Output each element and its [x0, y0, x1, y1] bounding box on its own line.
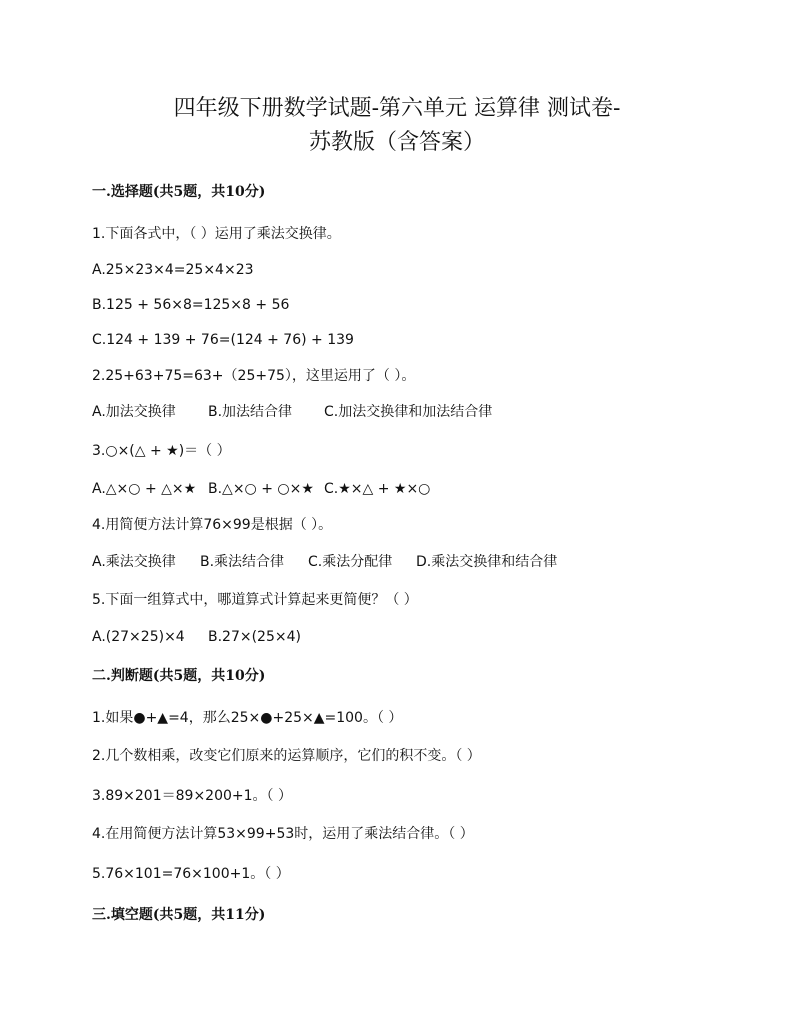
choice-q2-options: [92, 402, 492, 422]
judgement-q3: 3.89×201＝89×200+1。（ ）: [92, 788, 292, 804]
choice-q2-option-b: B.加法结合律: [208, 404, 293, 420]
choice-q2-option-a: A.加法交换律: [92, 404, 176, 420]
choice-q3-options: [92, 479, 430, 499]
choice-q3-option-a: A.△×○ + △×★: [92, 481, 197, 497]
choice-q5-stem: 5.下面一组算式中，哪道算式计算起来更简便？（ ）: [92, 592, 418, 608]
judgement-q1: 1.如果●+▲=4，那么25×●+25×▲=100。（ ）: [92, 710, 403, 726]
choice-q2-stem: 2.25+63+75=63+（25+75），这里运用了（ ）。: [92, 368, 416, 384]
choice-q4-option-d: D.乘法交换律和结合律: [416, 554, 558, 570]
choice-q1-option-c: C.124 + 139 + 76=(124 + 76) + 139: [92, 332, 354, 348]
choice-q4-option-c: C.乘法分配律: [308, 554, 393, 570]
choice-q3-option-b: B.△×○ + ○×★: [208, 481, 314, 497]
judgement-q4: 4.在用简便方法计算53×99+53时，运用了乘法结合律。（ ）: [92, 826, 474, 842]
choice-q4-option-b: B.乘法结合律: [200, 554, 285, 570]
choice-q5-options: [92, 627, 301, 647]
choice-q2-option-c: C.加法交换律和加法结合律: [324, 404, 493, 420]
document-title-line-2: 苏教版（含答案）: [308, 130, 485, 155]
section-heading-fill-in: 三.填空题(共5题，共11分): [92, 907, 266, 923]
choice-q5-option-b: B.27×(25×4): [208, 629, 301, 645]
choice-q3-option-c: C.★×△ + ★×○: [324, 481, 431, 497]
section-heading-judgement: 二.判断题(共5题，共10分): [92, 668, 266, 684]
choice-q5-option-a: A.(27×25)×4: [92, 629, 185, 645]
choice-q3-stem: 3.○×(△ + ★)＝（ ）: [92, 443, 231, 459]
choice-q4-stem: 4.用简便方法计算76×99是根据（ ）。: [92, 517, 333, 533]
section-heading-choice: 一.选择题(共5题，共10分): [92, 184, 266, 200]
document-title-line-1: 四年级下册数学试题-第六单元 运算律 测试卷-: [173, 96, 621, 121]
choice-q1-option-b: B.125 + 56×8=125×8 + 56: [92, 297, 290, 313]
choice-q1-stem: 1.下面各式中，（ ）运用了乘法交换律。: [92, 226, 341, 242]
judgement-q2: 2.几个数相乘，改变它们原来的运算顺序，它们的积不变。（ ）: [92, 748, 481, 764]
judgement-q5: 5.76×101=76×100+1。（ ）: [92, 866, 290, 882]
choice-q1-option-a: A.25×23×4=25×4×23: [92, 262, 254, 278]
choice-q4-option-a: A.乘法交换律: [92, 554, 176, 570]
choice-q4-options: [92, 552, 557, 572]
